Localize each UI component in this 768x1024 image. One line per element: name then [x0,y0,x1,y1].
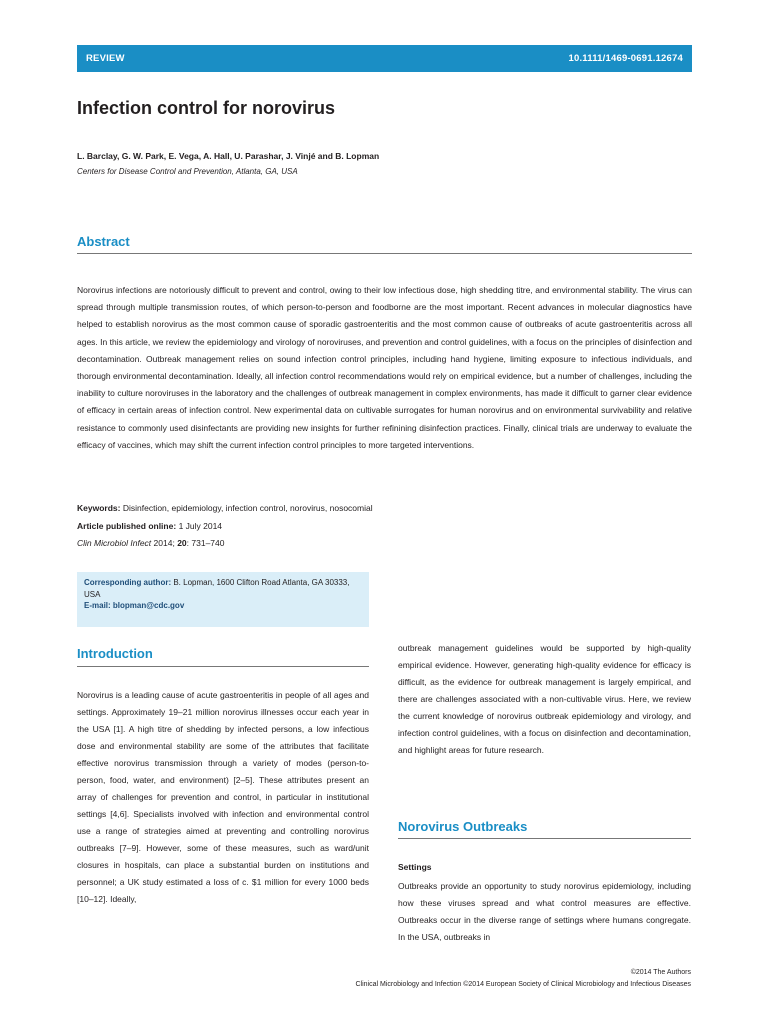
corresponding-label: Corresponding author: [84,578,172,587]
abstract-heading: Abstract [77,234,130,249]
introduction-rule [77,666,369,667]
citation-year: 2014; [153,538,175,548]
header-banner [77,45,692,72]
keywords-value: Disinfection, epidemiology, infection control, norovirus, nosocomial [122,503,373,513]
citation-volume: 20 [177,538,187,548]
doi-link[interactable]: 10.1111/1469-0691.12674 [568,53,683,64]
abstract-rule [77,253,692,254]
keywords [77,503,373,513]
footer-copyright: ©2014 The Authors [630,969,691,976]
author-list: L. Barclay, G. W. Park, E. Vega, A. Hall, U. Parashar, J. Vinjé and B. Lopman [77,151,380,161]
citation-line [77,538,225,548]
outbreaks-heading: Norovirus Outbreaks [398,819,528,834]
published-line [77,521,222,531]
footer-journal: Clinical Microbiology and Infection ©2014 European Society of Clinical Microbiology and Infectious Diseases [355,981,691,988]
corresponding-address: B. Lopman, 1600 Clifton Road Atlanta, GA 30333, USA [84,578,350,599]
published-label: Article published online: [77,521,177,531]
citation-pages: : 731–740 [186,538,225,548]
email-label: E-mail: [84,601,111,610]
affiliation: Centers for Disease Control and Prevention, Atlanta, GA, USA [77,167,298,176]
section-label: REVIEW [86,53,125,64]
email-link[interactable]: blopman@cdc.gov [112,601,185,610]
outbreaks-text: Outbreaks provide an opportunity to study norovirus epidemiology, including how these viruses spread and what control measures are effective. Outbreaks occur in the diverse range of settings where humans congregate. In the USA, outbreaks in [398,881,691,942]
article-title: Infection control for norovirus [77,98,336,118]
introduction-text: Norovirus is a leading cause of acute gastroenteritis in people of all ages and settings. Approximately 19–21 million norovirus illnesses occur each year in the USA [1]. A high titre of shedding by infected persons, a low infectious dose and environmental stability are some of the attributes that facilitate effective norovirus transmission through a variety of modes (person-to-person, food, water, and environment) [2–5]. These attributes present an array of challenges for prevention and control, in particular in institutional settings [4,6]. Specialists involved with infection and environmental control use a range of strategies aimed at preventing and controlling norovirus outbreaks [7–9]. However, some of these measures, such as ward/unit closures in hospitals, can place a substantial burden on institutions and personnel; a UK study estimated a loss of c. $1 million for every 1000 beds [10–12]. Ideally, [77,690,369,904]
published-date: 1 July 2014 [178,521,223,531]
introduction-heading: Introduction [77,646,153,661]
outbreaks-rule [398,838,691,839]
introduction-continuation: outbreak management guidelines would be supported by high-quality empirical evidence. However, generating high-quality evidence for efficacy is difficult, as the evidence for outbreak management is largely empirical, and there are challenges associated with a non-cultivable virus. Here, we review the current knowledge of norovirus outbreak epidemiology and virology, and infection control guidelines, with a focus on disinfection and decontamination, and highlight areas for future research. [398,643,691,755]
settings-subheading: Settings [398,862,432,872]
keywords-label: Keywords: [77,503,121,513]
citation-journal: Clin Microbiol Infect [77,538,152,548]
abstract-text: Norovirus infections are notoriously difficult to prevent and control, owing to their low infectious dose, high shedding titre, and environmental stability. The virus can spread through multiple transmission routes, of which person-to-person and foodborne are the most important. Recent advances in molecular diagnostics have helped to establish norovirus as the most common cause of sporadic gastroenteritis and the most common cause of outbreaks of acute gastroenteritis across all ages. In this article, we review the epidemiology and virology of noroviruses, and prevention and control guidelines, with a focus on the principles of disinfection and decontamination. Outbreak management relies on sound infection control principles, including hand hygiene, limiting exposure to infectious individuals, and thorough environmental decontamination. Ideally, all infection control recommendations would rely on empirical evidence, but a number of challenges, including the inability to culture noroviruses in the laboratory and the challenges of outbreak management in complex environments, has made it difficult to garner clear evidence of efficacy in certain areas of infection control. New experimental data on cultivable surrogates for human norovirus and on environmental survivability and relative resistance to commonly used disinfectants are providing new insights for further refinining disinfection practices. Finally, clinical trials are underway to evaluate the efficacy of vaccines, which may shift the current infection control principles to more targeted interventions. [77,285,692,450]
corresponding-author-box [77,572,369,627]
